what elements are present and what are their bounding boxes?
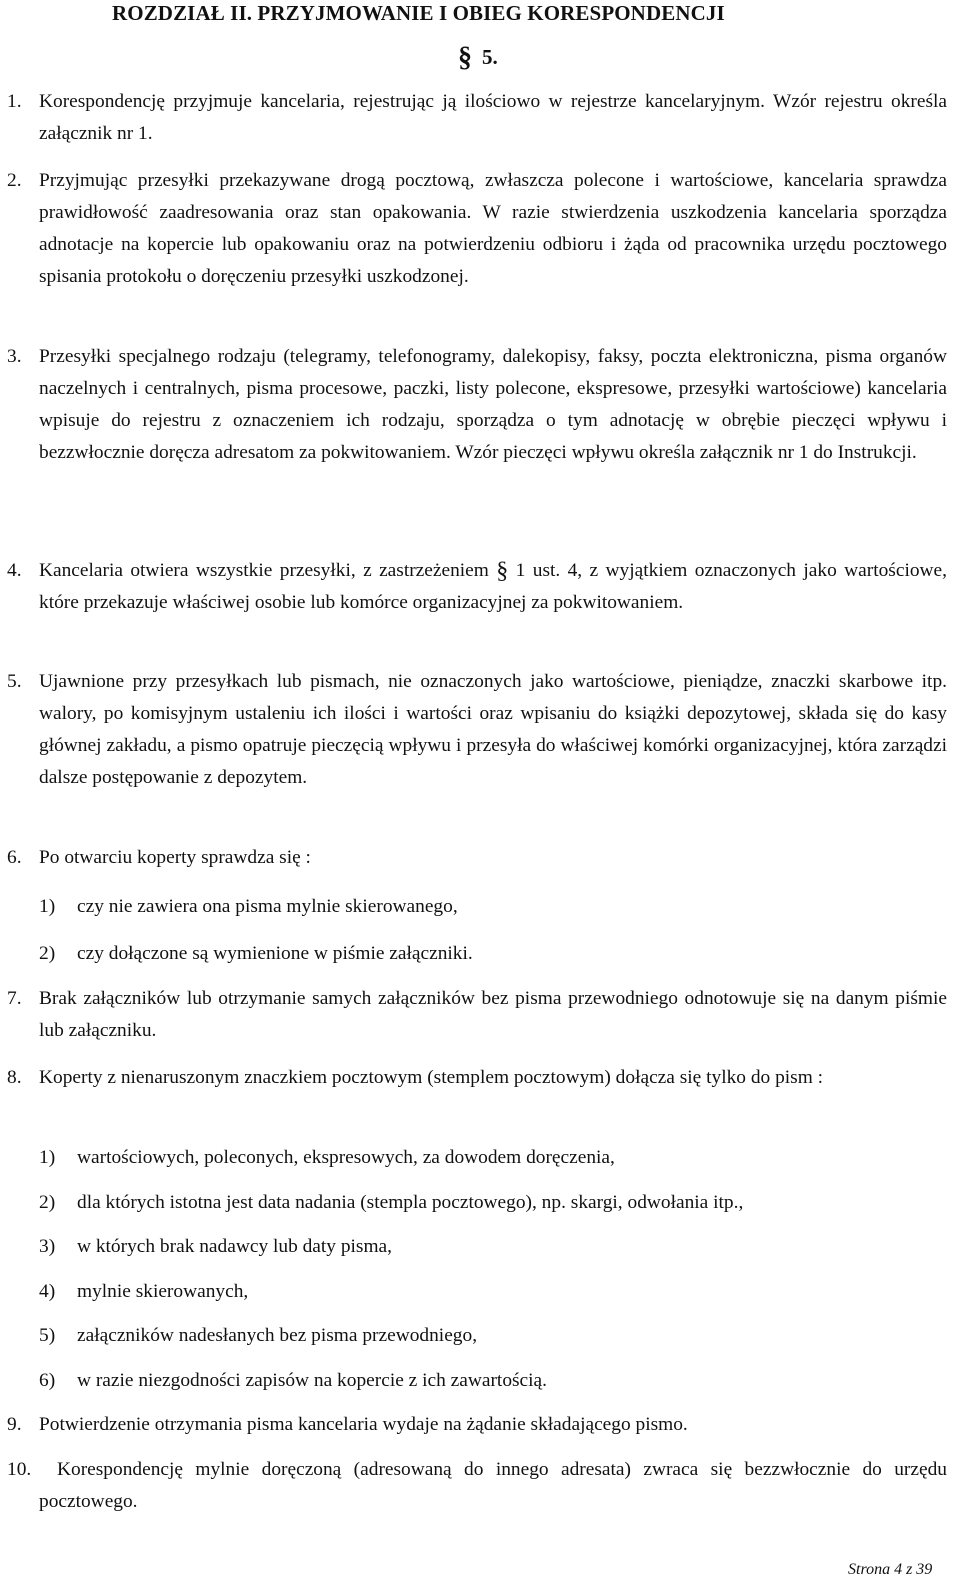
sublist-text: w których brak nadawcy lub daty pisma,	[77, 1236, 393, 1257]
item-number: 4.	[7, 560, 22, 581]
item-number: 5.	[7, 671, 22, 692]
section-number: 5.	[482, 45, 498, 69]
sublist-number: 2)	[39, 943, 56, 964]
sublist-text: dla których istotna jest data nadania (stempla pocztowego), np. skargi, odwołania itp.,	[77, 1192, 744, 1213]
item-text: Przesyłki specjalnego rodzaju (telegramy, telefonogramy, dalekopisy, faksy, poczta elektroniczna, pisma organów naczelnych i centralnych, pisma procesowe, paczki, listy polecone, ekspresowe, przesyłki wartościowe) kancelaria wpisuje do rejestru z oznaczeniem ich rodzaju, sporządza o tym adnotację w obrębie pieczęci wpływu i bezzwłocznie doręcza adresatom za pokwitowaniem. Wzór pieczęci wpływu określa załącznik nr 1 do Instrukcji.	[39, 346, 947, 463]
sublist-number: 1)	[39, 896, 56, 917]
item-text: Przyjmując przesyłki przekazywane drogą pocztową, zwłaszcza polecone i wartościowe, kancelaria sprawdza prawidłowość zaadresowania oraz stan opakowania. W razie stwierdzenia uszkodzenia kancelaria sporządza adnotacje na kopercie lub opakowaniu oraz na potwierdzeniu odbioru i żąda od pracownika urzędu pocztowego spisania protokołu o doręczeniu przesyłki uszkodzonej.	[39, 170, 947, 287]
item-text: Korespondencję mylnie doręczoną (adresowaną do innego adresata) zwraca się bezzwłocznie do urzędu pocztowego.	[39, 1459, 947, 1512]
sublist-number: 1)	[39, 1147, 56, 1168]
sublist-number: 2)	[39, 1192, 56, 1213]
sublist-text: czy nie zawiera ona pisma mylnie skierowanego,	[77, 896, 458, 917]
item-text: Ujawnione przy przesyłkach lub pismach, nie oznaczonych jako wartościowe, pieniądze, znaczki skarbowe itp. walory, po komisyjnym ustaleniu ich ilości i wartości oraz wpisaniu do książki depozytowej, składa się do kasy głównej zakładu, a pismo opatruje pieczęcią wpływu i przesyła do właściwej komórki organizacyjnej, która zarządzi dalsze postępowanie z depozytem.	[39, 671, 947, 788]
item-text: Korespondencję przyjmuje kancelaria, rejestrując ją ilościowo w rejestrze kancelaryjnym. Wzór rejestru określa załącznik nr 1.	[39, 91, 947, 144]
sublist-number: 6)	[39, 1370, 56, 1391]
item-number: 9.	[7, 1414, 22, 1435]
sublist-text: mylnie skierowanych,	[77, 1281, 249, 1302]
item-text: Po otwarciu koperty sprawdza się :	[39, 847, 311, 868]
sublist-number: 3)	[39, 1236, 56, 1257]
item-text: Brak załączników lub otrzymanie samych załączników bez pisma przewodniego odnotowuje się na danym piśmie lub załączniku.	[39, 988, 947, 1041]
item-text-part: Kancelaria otwiera wszystkie przesyłki, z zastrzeżeniem	[39, 560, 497, 581]
sublist-text: w razie niezgodności zapisów na kopercie z ich zawartością.	[77, 1370, 548, 1391]
item-number: 6.	[7, 847, 22, 868]
section-symbol: §	[458, 42, 472, 73]
section-heading	[458, 44, 498, 71]
item-number: 2.	[7, 170, 22, 191]
item-number: 3.	[7, 346, 22, 367]
sublist-text: załączników nadesłanych bez pisma przewodniego,	[77, 1325, 478, 1346]
page-number-footer: Strona 4 z 39	[848, 1561, 933, 1578]
sublist-text: czy dołączone są wymienione w piśmie załączniki.	[77, 943, 473, 964]
item-number: 7.	[7, 988, 22, 1009]
sublist-text: wartościowych, poleconych, ekspresowych, za dowodem doręczenia,	[77, 1147, 615, 1168]
item-number: 1.	[7, 91, 22, 112]
chapter-title: ROZDZIAŁ II. PRZYJMOWANIE I OBIEG KORESPONDENCJI	[112, 1, 725, 25]
item-number: 8.	[7, 1067, 22, 1088]
item-text	[39, 555, 947, 619]
sublist-number: 4)	[39, 1281, 56, 1302]
sublist-number: 5)	[39, 1325, 56, 1346]
section-symbol-inline: §	[496, 558, 509, 584]
item-number: 10.	[7, 1459, 32, 1480]
item-text: Koperty z nienaruszonym znaczkiem pocztowym (stemplem pocztowym) dołącza się tylko do pism :	[39, 1067, 824, 1088]
item-text-part: 1 ust. 4, z wyjątkiem oznaczonych jako wartościowe, które przekazuje właściwej osobie lub komórce organizacyjnej za pokwitowaniem.	[39, 560, 947, 613]
item-text: Potwierdzenie otrzymania pisma kancelaria wydaje na żądanie składającego pismo.	[39, 1414, 688, 1435]
